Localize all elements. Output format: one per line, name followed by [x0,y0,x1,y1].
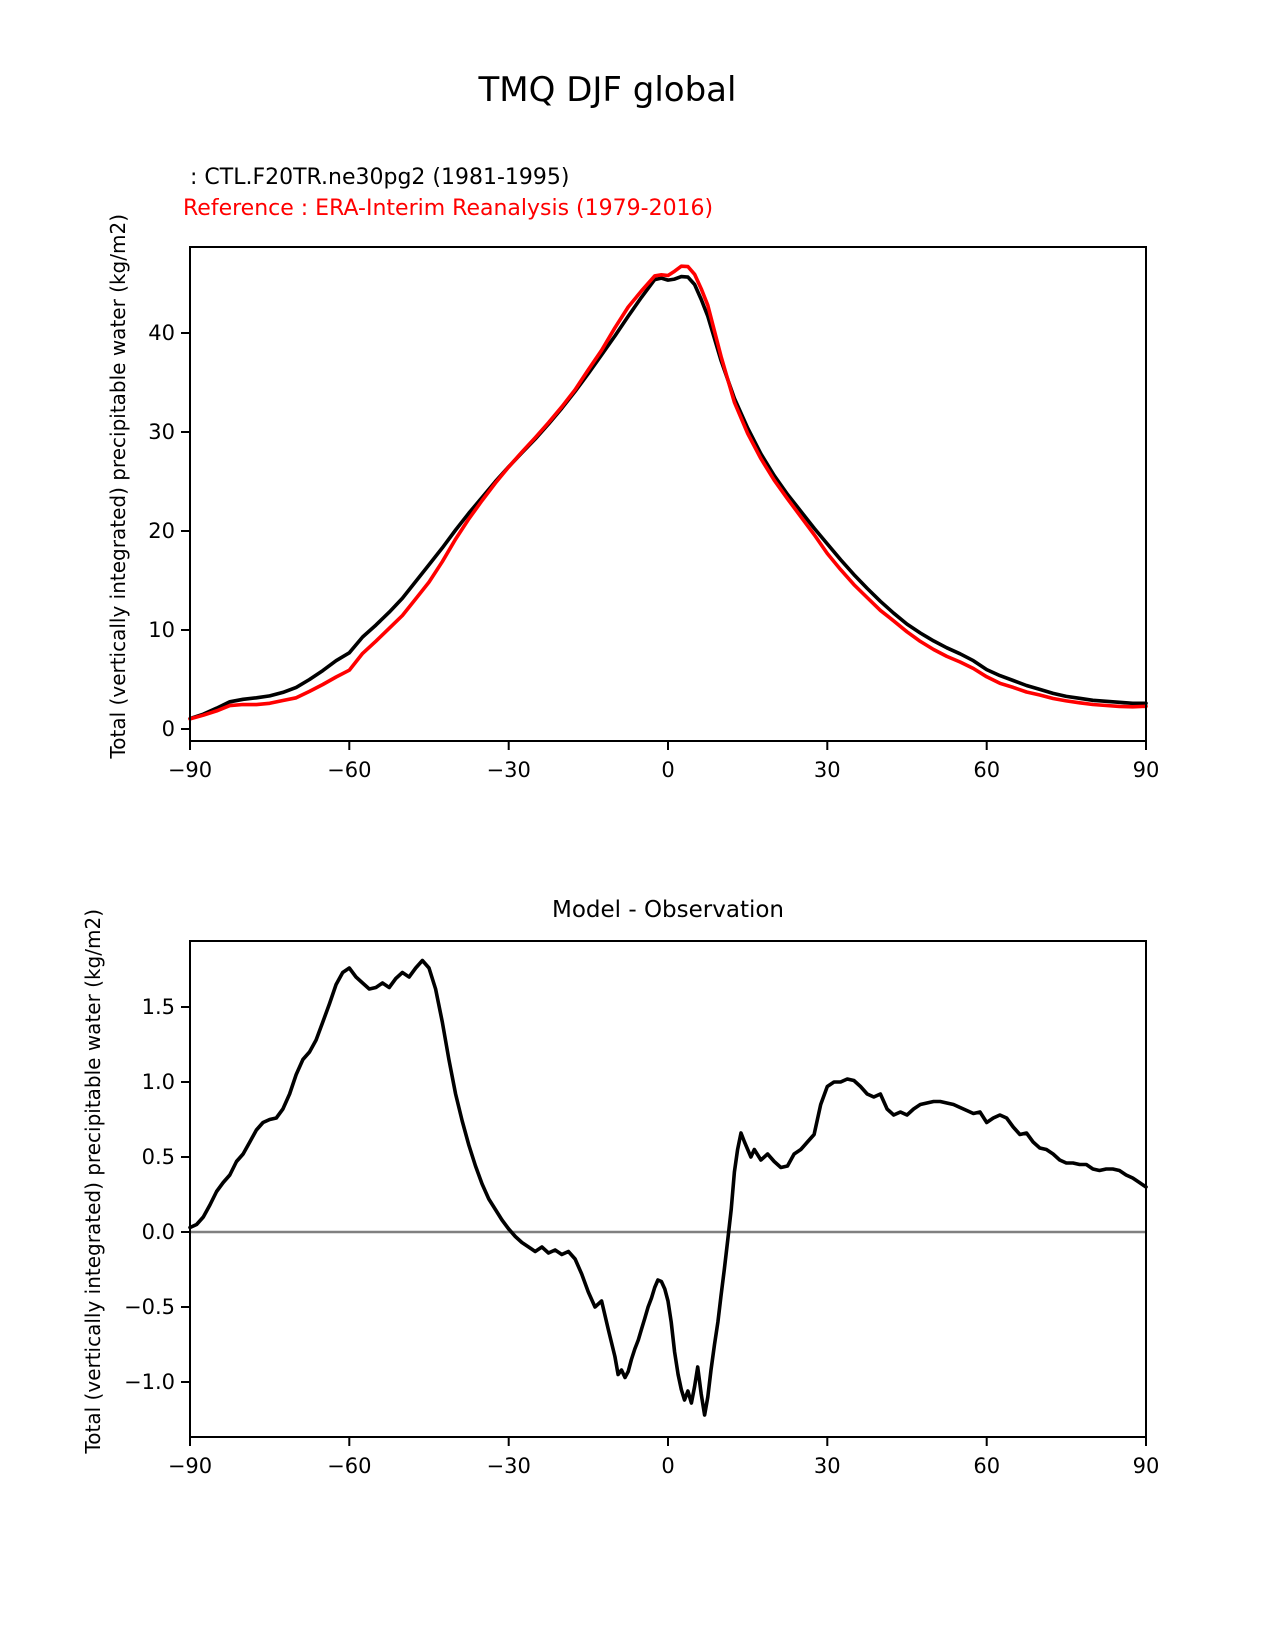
y-tick-label: 30 [148,420,175,444]
bottom-chart [124,941,1159,1478]
bottom-chart-y-axis-label: Total (vertically integrated) precipitable water (kg/m2) [81,909,105,1454]
x-tick-label: −60 [327,1454,372,1478]
x-tick-label: 90 [1132,1454,1160,1478]
top-chart [148,247,1159,782]
plot-border [190,941,1146,1437]
y-tick-label: 10 [148,618,175,642]
x-tick-label: −90 [167,758,213,782]
y-tick-label: −0.5 [124,1295,175,1319]
y-tick-label: 0 [161,717,175,741]
y-tick-label: 0.5 [141,1145,175,1169]
figure-title: TMQ DJF global [478,70,737,110]
x-tick-label: 0 [661,758,675,782]
reference-curve [190,266,1146,719]
x-tick-label: −90 [167,1454,213,1478]
top-chart-y-axis-label: Total (vertically integrated) precipitable water (kg/m2) [106,214,130,759]
x-tick-label: 0 [661,1454,675,1478]
x-tick-label: 90 [1132,758,1160,782]
y-tick-label: 40 [148,321,175,345]
y-tick-label: −1.0 [124,1370,175,1394]
x-tick-label: 30 [813,1454,841,1478]
x-tick-label: −60 [327,758,372,782]
y-tick-label: 1.0 [141,1070,175,1094]
x-tick-label: 30 [813,758,841,782]
x-tick-label: −30 [486,1454,531,1478]
difference-curve [190,961,1146,1416]
y-tick-label: 20 [148,519,175,543]
x-tick-label: 60 [973,1454,1001,1478]
y-tick-label: 0.0 [141,1220,175,1244]
legend-reference-entry: Reference : ERA-Interim Reanalysis (1979-2016) [183,196,714,221]
bottom-chart-title: Model - Observation [551,897,785,923]
model-curve [190,277,1146,719]
y-tick-label: 1.5 [141,995,175,1019]
x-tick-label: −30 [486,758,531,782]
plot-border [190,247,1146,741]
legend-model-entry: : CTL.F20TR.ne30pg2 (1981-1995) [183,165,570,190]
x-tick-label: 60 [973,758,1001,782]
